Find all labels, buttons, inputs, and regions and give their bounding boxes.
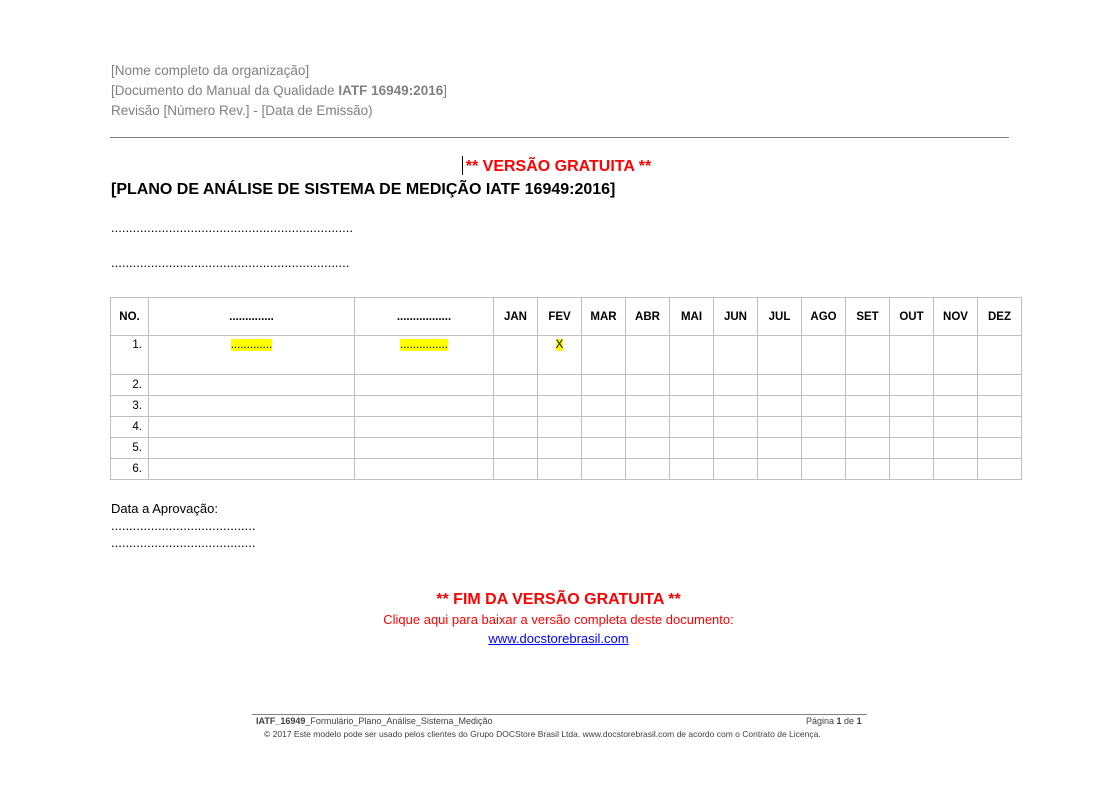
month-header: AGO — [802, 298, 846, 336]
month-cell[interactable] — [582, 375, 626, 396]
month-cell[interactable] — [978, 396, 1022, 417]
month-cell[interactable] — [714, 417, 758, 438]
month-cell[interactable] — [934, 459, 978, 480]
month-cell[interactable] — [670, 438, 714, 459]
table-header-row — [111, 298, 1022, 336]
month-cell[interactable] — [626, 459, 670, 480]
month-cell[interactable] — [758, 375, 802, 396]
cell-b[interactable] — [355, 417, 494, 438]
row-number: 1. — [111, 336, 149, 375]
month-cell[interactable] — [846, 459, 890, 480]
month-cell[interactable] — [670, 459, 714, 480]
month-header: JAN — [494, 298, 538, 336]
document-title[interactable]: [PLANO DE ANÁLISE DE SISTEMA DE MEDIÇÃO IATF 16949:2016] — [111, 181, 616, 198]
table-row — [111, 336, 1022, 375]
cell-a[interactable] — [149, 417, 355, 438]
approval-label: Data a Aprovação: — [111, 501, 218, 516]
month-cell[interactable] — [582, 438, 626, 459]
col-header-no: NO. — [111, 298, 149, 336]
month-cell[interactable] — [978, 417, 1022, 438]
month-cell[interactable] — [582, 336, 626, 375]
footer-page-number: Página 1 de 1 — [806, 716, 862, 726]
table-row — [111, 396, 1022, 417]
month-cell[interactable] — [626, 336, 670, 375]
month-cell[interactable] — [978, 438, 1022, 459]
month-cell[interactable] — [494, 438, 538, 459]
month-cell[interactable] — [626, 396, 670, 417]
month-header: JUN — [714, 298, 758, 336]
month-cell[interactable] — [758, 396, 802, 417]
month-cell[interactable] — [846, 396, 890, 417]
cell-a[interactable] — [149, 396, 355, 417]
month-cell[interactable] — [494, 459, 538, 480]
month-cell[interactable] — [538, 417, 582, 438]
cell-b[interactable] — [355, 459, 494, 480]
approval-section — [111, 500, 255, 551]
month-cell[interactable] — [626, 375, 670, 396]
month-header: MAI — [670, 298, 714, 336]
dotted-field-2[interactable]: .................................................................. — [111, 255, 350, 270]
measurement-plan-table — [110, 297, 1022, 480]
month-cell[interactable] — [890, 396, 934, 417]
month-cell[interactable] — [626, 417, 670, 438]
month-cell[interactable] — [934, 417, 978, 438]
cell-a[interactable] — [149, 459, 355, 480]
download-link-wrapper — [0, 631, 1117, 646]
footer-filename: IATF_16949_Formulário_Plano_Análise_Sistema_Medição — [256, 716, 493, 726]
month-cell[interactable] — [890, 336, 934, 375]
month-cell[interactable] — [846, 417, 890, 438]
dotted-field-1[interactable]: ................................................................... — [111, 220, 353, 235]
col-header-b: ................. — [355, 298, 494, 336]
month-cell[interactable] — [890, 459, 934, 480]
month-cell[interactable] — [538, 336, 582, 375]
month-cell[interactable] — [670, 396, 714, 417]
month-header: MAR — [582, 298, 626, 336]
month-header: NOV — [934, 298, 978, 336]
footer-copyright: © 2017 Este modelo pode ser usado pelos clientes do Grupo DOCStore Brasil Ltda. www.docstorebrasil.com de acordo com o Contrato de Licença. — [264, 729, 821, 739]
month-cell[interactable] — [494, 417, 538, 438]
row-number: 6. — [111, 459, 149, 480]
month-cell[interactable] — [934, 336, 978, 375]
download-instruction: Clique aqui para baixar a versão completa deste documento: — [383, 612, 734, 627]
month-cell[interactable] — [582, 396, 626, 417]
table-row — [111, 459, 1022, 480]
month-header: ABR — [626, 298, 670, 336]
month-cell[interactable] — [758, 336, 802, 375]
row-number: 2. — [111, 375, 149, 396]
month-cell[interactable] — [714, 438, 758, 459]
month-cell[interactable] — [802, 417, 846, 438]
month-cell[interactable] — [978, 336, 1022, 375]
month-header: FEV — [538, 298, 582, 336]
month-cell[interactable] — [934, 375, 978, 396]
month-cell[interactable] — [538, 375, 582, 396]
month-cell[interactable] — [714, 396, 758, 417]
org-name: [Nome completo da organização] — [111, 63, 310, 78]
month-cell[interactable] — [538, 438, 582, 459]
table-row — [111, 438, 1022, 459]
month-cell[interactable] — [758, 438, 802, 459]
month-cell[interactable] — [626, 438, 670, 459]
month-cell[interactable] — [846, 438, 890, 459]
month-cell[interactable] — [890, 438, 934, 459]
cell-b[interactable] — [355, 336, 494, 375]
month-cell[interactable] — [934, 396, 978, 417]
month-header: OUT — [890, 298, 934, 336]
month-cell[interactable] — [670, 375, 714, 396]
row-number: 4. — [111, 417, 149, 438]
cell-a[interactable] — [149, 336, 355, 375]
month-cell[interactable] — [670, 417, 714, 438]
month-cell[interactable] — [758, 417, 802, 438]
month-header: DEZ — [978, 298, 1022, 336]
month-cell[interactable] — [714, 459, 758, 480]
month-header: JUL — [758, 298, 802, 336]
month-cell[interactable] — [934, 438, 978, 459]
doc-name: [Documento do Manual da Qualidade IATF 16949:2016] — [111, 83, 447, 98]
revision-line: Revisão [Número Rev.] - [Data de Emissão) — [111, 103, 373, 118]
month-cell[interactable] — [670, 336, 714, 375]
row-number: 5. — [111, 438, 149, 459]
month-cell[interactable] — [802, 336, 846, 375]
month-cell[interactable] — [538, 459, 582, 480]
month-cell[interactable] — [538, 396, 582, 417]
month-cell[interactable] — [890, 417, 934, 438]
month-header: SET — [846, 298, 890, 336]
header-divider — [110, 137, 1009, 138]
month-cell[interactable] — [582, 459, 626, 480]
approval-line-1[interactable]: ........................................ — [111, 518, 256, 533]
month-cell[interactable] — [802, 438, 846, 459]
table-row — [111, 417, 1022, 438]
month-cell[interactable] — [494, 396, 538, 417]
highlighted-placeholder: ............. — [230, 339, 273, 351]
col-header-a: .............. — [149, 298, 355, 336]
document-header — [111, 61, 447, 121]
free-version-banner: ** VERSÃO GRATUITA ** — [465, 158, 652, 175]
month-cell[interactable] — [846, 375, 890, 396]
footer-divider — [252, 714, 867, 715]
schedule-mark: X — [555, 339, 564, 351]
cell-a[interactable] — [149, 438, 355, 459]
download-link[interactable]: www.docstorebrasil.com — [488, 631, 629, 646]
month-cell[interactable] — [802, 396, 846, 417]
end-free-version-banner: ** FIM DA VERSÃO GRATUITA ** — [436, 591, 681, 608]
month-cell[interactable] — [802, 375, 846, 396]
cell-a[interactable] — [149, 375, 355, 396]
month-cell[interactable] — [802, 459, 846, 480]
month-cell[interactable] — [494, 375, 538, 396]
month-cell[interactable] — [714, 375, 758, 396]
month-cell[interactable] — [494, 336, 538, 375]
cell-b[interactable] — [355, 438, 494, 459]
month-cell[interactable] — [582, 417, 626, 438]
row-number: 3. — [111, 396, 149, 417]
month-cell[interactable] — [846, 336, 890, 375]
highlighted-placeholder: ............... — [400, 339, 448, 351]
month-cell[interactable] — [978, 375, 1022, 396]
cell-b[interactable] — [355, 396, 494, 417]
month-cell[interactable] — [714, 336, 758, 375]
month-cell[interactable] — [758, 459, 802, 480]
table-row — [111, 375, 1022, 396]
month-cell[interactable] — [978, 459, 1022, 480]
cell-b[interactable] — [355, 375, 494, 396]
approval-line-2[interactable]: ........................................ — [111, 535, 256, 550]
month-cell[interactable] — [890, 375, 934, 396]
